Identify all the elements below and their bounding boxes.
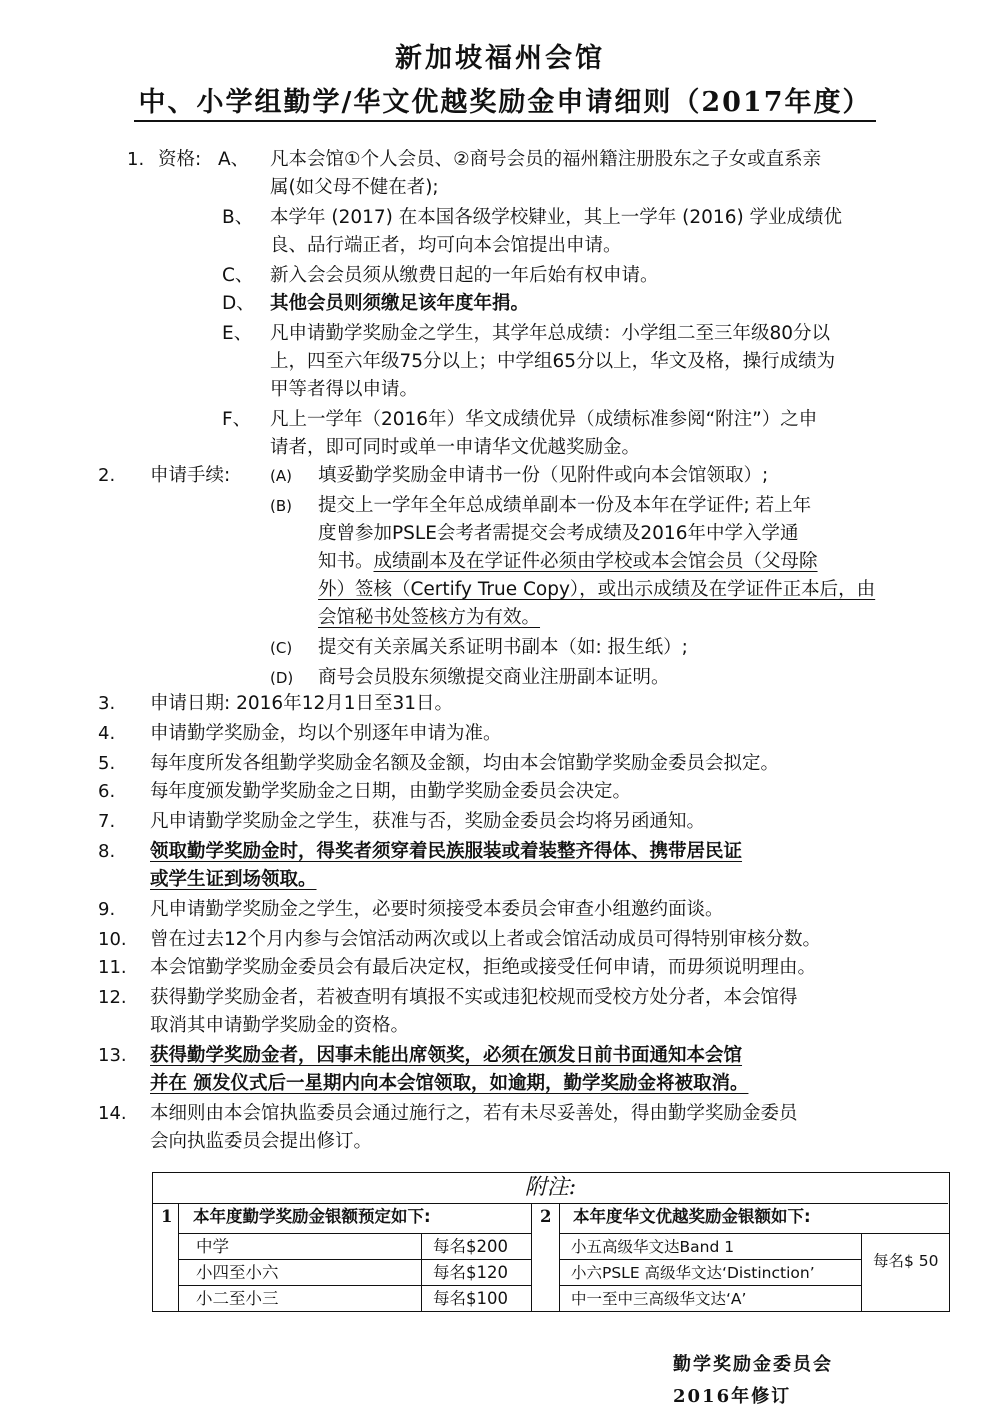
item-6-num: 6.: [98, 781, 116, 802]
item-13-num: 13.: [98, 1045, 127, 1066]
s2-a-line1: 填妥勤学奖励金申请书一份（见附件或向本会馆领取）;: [318, 465, 769, 486]
item-12-num: 12.: [98, 987, 127, 1008]
item-9-text: 凡申请勤学奖励金之学生，必要时须接受本委员会审查小组邀约面谈。: [150, 899, 724, 920]
t1-row1-group: 中学: [196, 1237, 229, 1256]
s1-f-line1: 凡上一学年（2016年）华文成绩优异（成绩标准参阅“附注”）之申: [270, 409, 818, 430]
item-3-num: 3.: [98, 693, 116, 714]
t1-rule: [178, 1259, 531, 1260]
item-13-line2: 并在 颁发仪式后一星期内向本会馆领取，如逾期，勤学奖励金将被取消。: [150, 1073, 749, 1094]
s2-a-letter: (A): [270, 467, 292, 485]
item-8-line1: 领取勤学奖励金时，得奖者须穿着民族服装或着装整齐得体、携带居民证: [150, 841, 743, 862]
s1-f-letter: F、: [222, 409, 252, 430]
t2-rule: [559, 1233, 949, 1234]
t2-rule: [559, 1259, 861, 1260]
s2-b-line3b: 成绩副本及在学证件必须由学校或本会馆会员（父母除: [373, 551, 818, 572]
s2-c-letter: (C): [270, 639, 293, 657]
item-4-num: 4.: [98, 723, 116, 744]
item-6-text: 每年度颁发勤学奖励金之日期，由勤学奖励金委员会决定。: [150, 781, 632, 802]
t1-row3-amount: 每名$100: [433, 1289, 508, 1308]
t1-heading: 本年度勤学奖励金银额预定如下:: [193, 1207, 431, 1226]
item-5-text: 每年度所发各组勤学奖励金名额及金额，均由本会馆勤学奖励金委员会拟定。: [150, 753, 780, 774]
s1-a-line1: 凡本会馆①个人会员、②商号会员的福州籍注册股东之子女或直系亲: [270, 149, 822, 170]
item-7-num: 7.: [98, 811, 116, 832]
t2-row1-criteria: 小五高级华文达Band 1: [571, 1238, 735, 1256]
t2-amount: 每名$ 50: [873, 1252, 939, 1270]
notes-title: 附注:: [153, 1173, 948, 1204]
signature-committee: 勤学奖励金委员会: [673, 1354, 833, 1375]
item-14-line1: 本细则由本会馆执监委员会通过施行之，若有未尽妥善处，得由勤学奖励金委员: [150, 1103, 798, 1124]
s2-num: 2.: [98, 465, 116, 486]
item-12-line2: 取消其申请勤学奖励金的资格。: [150, 1015, 410, 1036]
s1-a-letter: A、: [218, 149, 250, 170]
t1-row3-group: 小二至小三: [196, 1289, 279, 1308]
t2-rule: [559, 1285, 861, 1286]
s2-b-line3: [318, 548, 818, 576]
notes-box: [152, 1172, 950, 1312]
s2-b-line2: 度曾参加PSLE会考者需提交会考成绩及2016年中学入学通: [318, 523, 799, 544]
s1-b-line2: 良、品行端正者，均可向本会馆提出申请。: [270, 235, 622, 256]
t1-row1-amount: 每名$200: [433, 1237, 508, 1256]
doc-title: [0, 80, 1000, 119]
t2-num: 2: [540, 1207, 552, 1226]
t1-row2-amount: 每名$120: [433, 1263, 508, 1282]
item-11-num: 11.: [98, 957, 127, 978]
item-5-num: 5.: [98, 753, 116, 774]
item-9-num: 9.: [98, 899, 116, 920]
s1-e-line1: 凡申请勤学奖励金之学生，其学年总成绩：小学组二至三年级80分以: [270, 323, 831, 344]
s1-d-letter: D、: [222, 293, 255, 314]
t2-heading: 本年度华文优越奖励金银额如下:: [573, 1207, 811, 1226]
s1-c-letter: C、: [222, 265, 254, 286]
t1-row2-group: 小四至小六: [196, 1263, 279, 1282]
s2-b-line4: 外）签核（Certify True Copy），或出示成绩及在学证件正本后，由: [318, 579, 876, 600]
s2-label: 申请手续:: [150, 465, 231, 486]
t2-row3-criteria: 中一至中三高级华文达‘A’: [571, 1290, 747, 1308]
s2-b-line3a: 知书。: [318, 551, 374, 572]
s2-d-letter: (D): [270, 669, 294, 687]
s2-b-line5: 会馆秘书处签核方为有效。: [318, 607, 541, 628]
s1-e-line3: 甲等者得以申请。: [270, 379, 419, 400]
t1-num: 1: [161, 1207, 173, 1226]
notes-divider: [178, 1203, 179, 1311]
t1-rule: [178, 1285, 531, 1286]
s1-e-line2: 上，四至六年级75分以上；中学组65分以上，华文及格，操行成绩为: [270, 351, 836, 372]
item-10-num: 10.: [98, 929, 127, 950]
t1-rule: [178, 1233, 531, 1234]
item-13-line1: 获得勤学奖励金者，因事未能出席领奖，必须在颁发日前书面通知本会馆: [150, 1045, 743, 1066]
notes-divider: [559, 1203, 560, 1311]
t2-row2-criteria: 小六PSLE 高级华文达‘Distinction’: [571, 1264, 815, 1282]
signature-revised: 2016年修订: [673, 1386, 792, 1407]
item-8-line2: 或学生证到场领取。: [150, 869, 317, 890]
s2-b-line1: 提交上一学年全年总成绩单副本一份及本年在学证件; 若上年: [318, 495, 812, 516]
item-14-num: 14.: [98, 1103, 127, 1124]
t1-col-divider: [421, 1233, 422, 1311]
t2-col-divider: [861, 1233, 862, 1311]
org-name: 新加坡福州会馆: [395, 43, 605, 74]
doc-title-text: 中、小学组勤学/华文优越奖励金申请细则（2017年度）: [134, 87, 875, 122]
s1-a-line2: 属(如父母不健在者);: [270, 177, 439, 198]
s1-d-line1: 其他会员则须缴足该年度年捐。: [270, 293, 530, 314]
item-12-line1: 获得勤学奖励金者，若被查明有填报不实或违犯校规而受校方处分者，本会馆得: [150, 987, 798, 1008]
s1-b-letter: B、: [222, 207, 254, 228]
s1-e-letter: E、: [222, 323, 253, 344]
s2-d-line1: 商号会员股东须缴提交商业注册副本证明。: [318, 667, 670, 688]
item-3-text: 申请日期: 2016年12月1日至31日。: [150, 693, 454, 714]
item-8-num: 8.: [98, 841, 116, 862]
notes-divider: [531, 1203, 532, 1311]
item-10-text: 曾在过去12个月内参与会馆活动两次或以上者或会馆活动成员可得特别审核分数。: [150, 929, 822, 950]
s1-num: 1.: [127, 149, 145, 170]
item-4-text: 申请勤学奖励金，均以个别逐年申请为准。: [150, 723, 502, 744]
s1-f-line2: 请者，即可同时或单一申请华文优越奖励金。: [270, 437, 641, 458]
s2-b-letter: (B): [270, 497, 292, 515]
s2-c-line1: 提交有关亲属关系证明书副本（如: 报生纸）;: [318, 637, 688, 658]
item-14-line2: 会向执监委员会提出修订。: [150, 1131, 373, 1152]
s1-c-line1: 新入会会员须从缴费日起的一年后始有权申请。: [270, 265, 659, 286]
item-7-text: 凡申请勤学奖励金之学生，获准与否，奖励金委员会均将另函通知。: [150, 811, 706, 832]
s1-b-line1: 本学年 (2017) 在本国各级学校肄业，其上一学年 (2016) 学业成绩优: [270, 207, 843, 228]
s1-label: 资格:: [158, 149, 202, 170]
item-11-text: 本会馆勤学奖励金委员会有最后决定权，拒绝或接受任何申请，而毋须说明理由。: [150, 957, 817, 978]
